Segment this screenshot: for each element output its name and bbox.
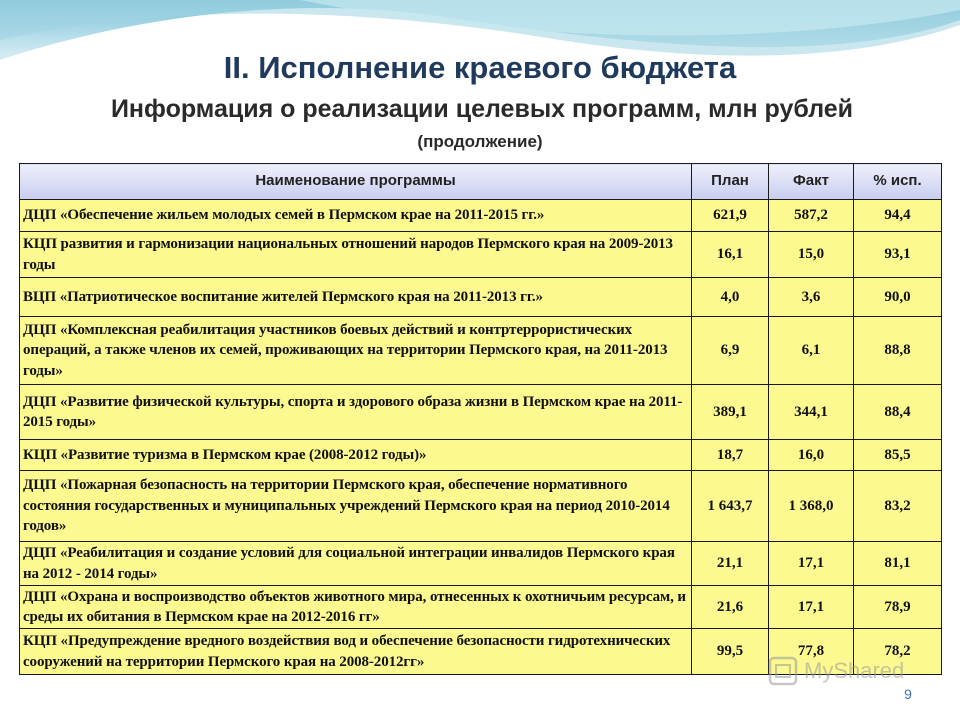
percent-value: 93,1 <box>854 232 942 278</box>
plan-value: 389,1 <box>692 385 769 440</box>
percent-value: 94,4 <box>854 200 942 232</box>
plan-value: 16,1 <box>692 232 769 278</box>
table-row <box>20 200 942 232</box>
fact-value: 17,1 <box>769 542 854 586</box>
plan-value: 18,7 <box>692 440 769 471</box>
percent-value: 78,9 <box>854 586 942 629</box>
plan-value: 621,9 <box>692 200 769 232</box>
program-name: ДЦП «Развитие физической культуры, спорта и здорового образа жизни в Пермском крае на 2011-2015 годы» <box>20 385 692 440</box>
program-name: КЦП «Предупреждение вредного воздействия вод и обеспечение безопасности гидротехнических сооружений на территории Пермского края на 2008-2012гг» <box>20 629 692 675</box>
fact-value: 77,8 <box>769 629 854 675</box>
fact-value: 1 368,0 <box>769 471 854 542</box>
column-header-percent: % исп. <box>854 164 942 200</box>
section-title: II. Исполнение краевого бюджета <box>223 50 737 85</box>
table-row <box>20 586 942 629</box>
table-header-row <box>20 164 942 200</box>
fact-value: 587,2 <box>769 200 854 232</box>
table-row <box>20 440 942 471</box>
program-name: ДЦП «Комплексная реабилитация участников боевых действий и контртеррористических операций, а также членов их семей, проживающих на территории Пермского края, на 2011-2013 годы» <box>20 317 692 385</box>
plan-value: 6,9 <box>692 317 769 385</box>
table-row <box>20 542 942 586</box>
fact-value: 16,0 <box>769 440 854 471</box>
program-name: КЦП «Развитие туризма в Пермском крае (2008-2012 годы)» <box>20 440 692 471</box>
page-number: 9 <box>904 686 912 702</box>
plan-value: 4,0 <box>692 278 769 317</box>
column-header-fact: Факт <box>769 164 854 200</box>
fact-value: 17,1 <box>769 586 854 629</box>
table-row <box>20 385 942 440</box>
watermark-logo-icon <box>768 656 798 686</box>
percent-value: 88,4 <box>854 385 942 440</box>
column-header-plan: План <box>692 164 769 200</box>
fact-value: 15,0 <box>769 232 854 278</box>
column-header-name: Наименование программы <box>20 164 692 200</box>
continuation-label: (продолжение) <box>417 132 543 151</box>
fact-value: 6,1 <box>769 317 854 385</box>
watermark-text: MyShared <box>804 658 905 683</box>
plan-value: 1 643,7 <box>692 471 769 542</box>
program-name: ДЦП «Пожарная безопасность на территории Пермского края, обеспечение нормативного состояния государственных и муниципальных учреждений Пермского края на период 2010-2014 годов» <box>20 471 692 542</box>
percent-value: 85,5 <box>854 440 942 471</box>
program-name: ДЦП «Обеспечение жильем молодых семей в Пермском крае на 2011-2015 гг.» <box>20 200 692 232</box>
program-name: ВЦП «Патриотическое воспитание жителей Пермского края на 2011-2013 гг.» <box>20 278 692 317</box>
percent-value: 78,2 <box>854 629 942 675</box>
table-row <box>20 232 942 278</box>
program-name: ДЦП «Охрана и воспроизводство объектов животного мира, отнесенных к охотничьим ресурсам, и среды их обитания в Пермском крае на 2012-2016 гг» <box>20 586 692 629</box>
program-name: КЦП развития и гармонизации национальных отношений народов Пермского края на 2009-2013 годы <box>20 232 692 278</box>
table-row <box>20 471 942 542</box>
table-row <box>20 278 942 317</box>
percent-value: 88,8 <box>854 317 942 385</box>
programs-table <box>19 163 942 675</box>
percent-value: 83,2 <box>854 471 942 542</box>
plan-value: 99,5 <box>692 629 769 675</box>
plan-value: 21,1 <box>692 542 769 586</box>
percent-value: 90,0 <box>854 278 942 317</box>
watermark <box>768 656 904 686</box>
fact-value: 3,6 <box>769 278 854 317</box>
percent-value: 81,1 <box>854 542 942 586</box>
plan-value: 21,6 <box>692 586 769 629</box>
fact-value: 344,1 <box>769 385 854 440</box>
slide-subtitle: Информация о реализации целевых программ, млн рублей <box>110 95 854 123</box>
table-row <box>20 317 942 385</box>
program-name: ДЦП «Реабилитация и создание условий для социальной интеграции инвалидов Пермского края на 2012 - 2014 годы» <box>20 542 692 586</box>
